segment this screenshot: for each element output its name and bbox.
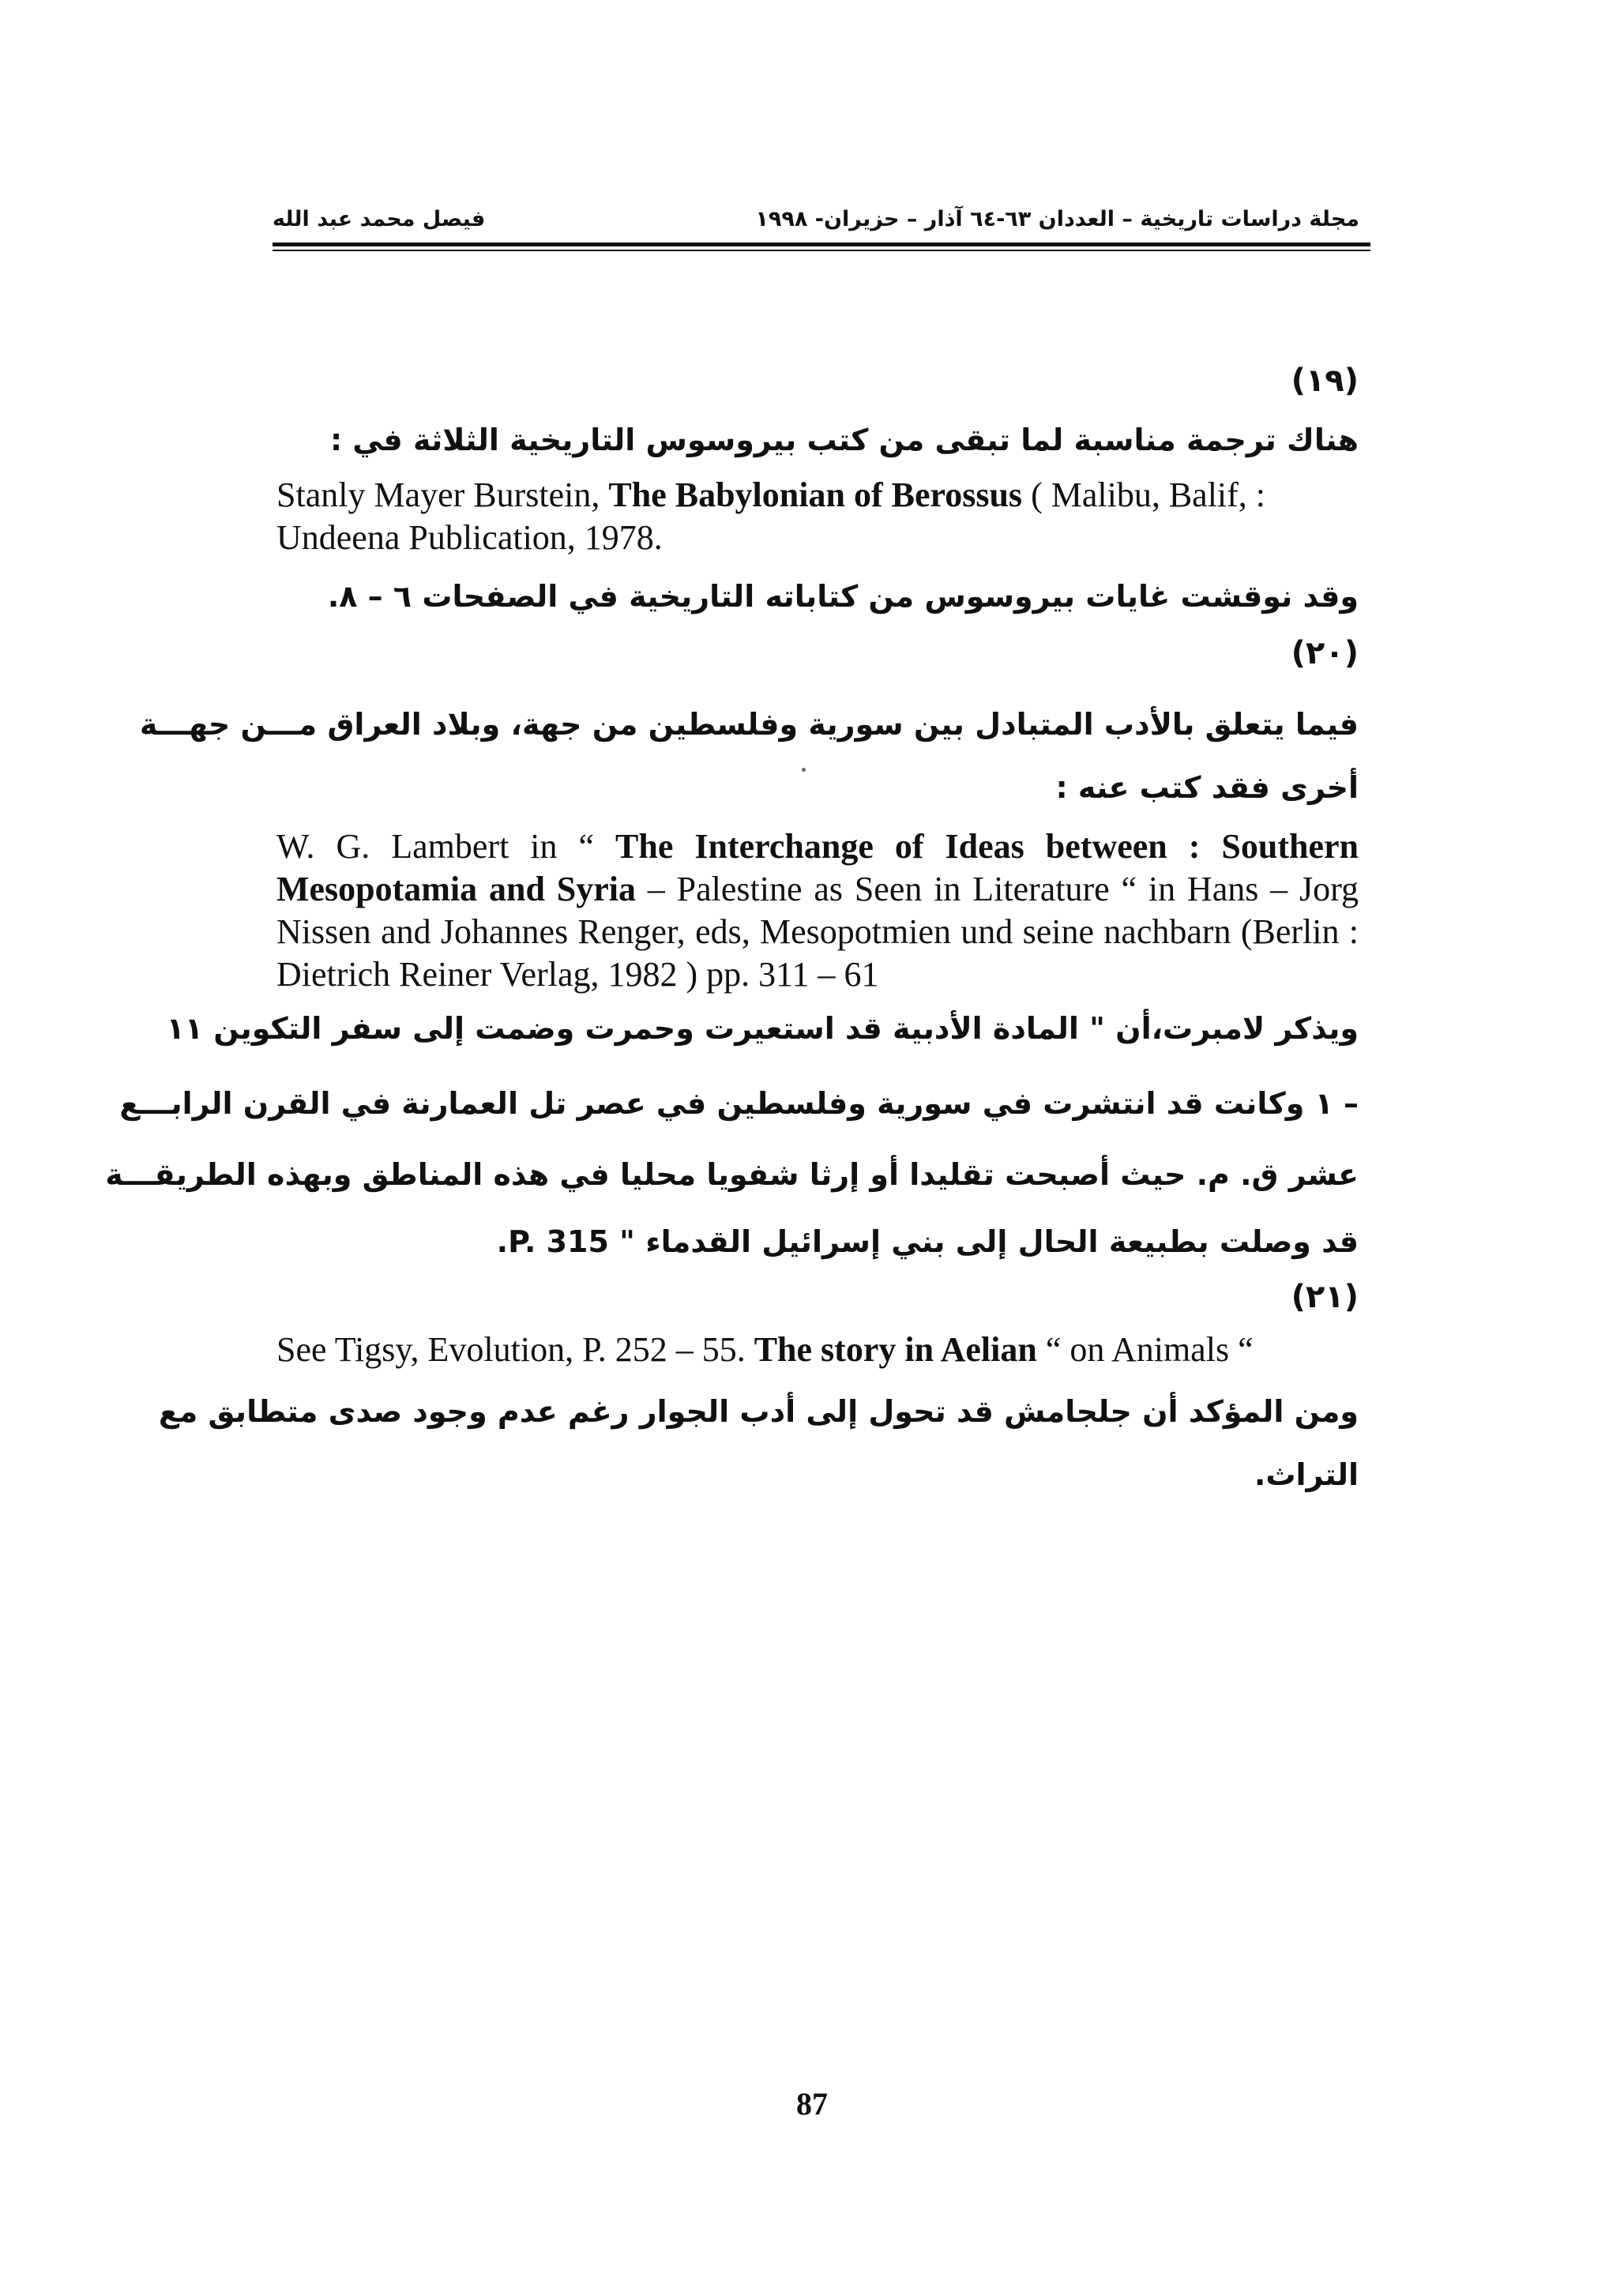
citation-title: The Interchange of Ideas between : Southern Mesopotamia and Syria (276, 827, 1359, 908)
note-20-arabic-line-5: عشر ق. م. حيث أصبحت تقليدا أو إرثا شفويا محليا في هذه المناطق وبهذه الطريقـــة (105, 1157, 1359, 1192)
note-21-arabic-line-1: ومن المؤكد أن جلجامش قد تحول إلى أدب الجوار رغم عدم وجود صدى متطابق مع (158, 1394, 1359, 1429)
citation-author: W. G. Lambert in “ (276, 827, 595, 866)
note-19-arabic-line-1: هناك ترجمة مناسبة لما تبقى من كتب بيروسوس التاريخية الثلاثة في : (329, 423, 1359, 457)
citation-author: Stanly Mayer Burstein, (276, 476, 600, 514)
citation-details: “ on Animals “ (1045, 1330, 1254, 1369)
note-20-arabic-line-4: – ١ وكانت قد انتشرت في سورية وفلسطين في عصر تل العمارنة في القرن الرابـــع (119, 1086, 1359, 1121)
note-20-arabic-line-2: أخرى فقد كتب عنه : (1055, 770, 1359, 805)
note-number-19: (١٩) (1291, 363, 1359, 399)
running-header-journal: مجلة دراسات تاريخية – العددان ٦٣-٦٤ آذار – حزيران- ١٩٩٨ (755, 207, 1359, 231)
citation-title: The story in Aelian (754, 1330, 1037, 1369)
note-20-arabic-line-3: ويذكر لامبرت،أن " المادة الأدبية قد استعيرت وحمرت وضمت إلى سفر التكوين ١١ (166, 1011, 1359, 1046)
note-20-arabic-line-6: قد وصلت بطبيعة الحال إلى بني إسرائيل القدماء " P. 315. (496, 1224, 1359, 1259)
header-rule (273, 242, 1370, 246)
citation-author: See Tigsy, Evolution, P. 252 – 55. (276, 1330, 746, 1369)
running-header-author: فيصل محمد عبد الله (273, 207, 486, 231)
note-20-arabic-line-1: فيما يتعلق بالأدب المتبادل بين سورية وفلسطين من جهة، وبلاد العراق مـــن جهـــة (139, 707, 1359, 742)
citation-publisher: ( Malibu, Balif, : Undeena Publication, 1978. (276, 476, 1266, 557)
note-number-20: (٢٠) (1291, 635, 1359, 671)
note-19-citation (276, 474, 1359, 559)
note-21-arabic-line-2: التراث. (1254, 1457, 1359, 1492)
page-number: 87 (796, 2086, 828, 2122)
note-19-arabic-line-2: وقد نوقشت غايات بيروسوس من كتاباته التاريخية في الصفحات ٦ – ٨. (327, 579, 1359, 614)
note-20-citation (276, 825, 1359, 996)
citation-details: – Palestine as Seen in Literature “ in Hans – Jorg Nissen and Johannes Renger, eds, Mesopotmien und seine nachbarn (Berlin : Dietrich Reiner Verlag, 1982 ) pp. 311 – 61 (276, 870, 1359, 994)
header-rule-thin (273, 250, 1370, 251)
note-21-citation (276, 1329, 1359, 1371)
citation-title: The Babylonian of Berossus (608, 476, 1023, 514)
note-number-21: (٢١) (1291, 1279, 1359, 1315)
